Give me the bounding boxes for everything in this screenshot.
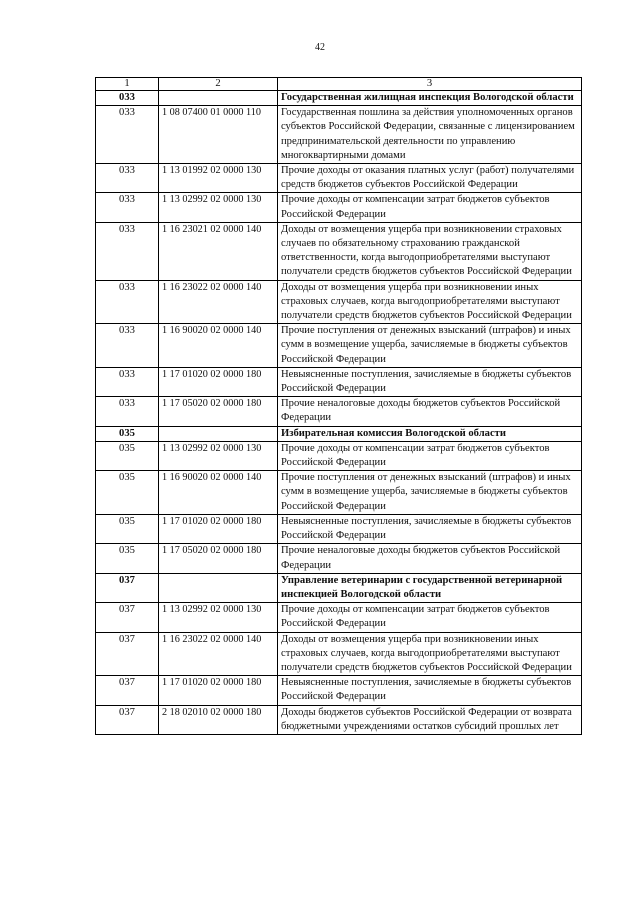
table-body [96,91,582,735]
header-column-1: 1 [96,78,159,91]
org-code-cell: 037 [96,632,159,676]
kbk-code-cell: 1 17 01020 02 0000 180 [159,514,278,543]
org-code-cell: 037 [96,705,159,734]
org-code-cell: 035 [96,426,159,441]
kbk-code-cell: 1 17 01020 02 0000 180 [159,367,278,396]
table-row [96,193,582,222]
section-row [96,426,582,441]
revenue-name-cell: Доходы от возмещения ущерба при возникновении страховых случаев по обязательному страхованию гражданской ответственности, когда выгодоприобретателями выступают получатели средств бюджетов субъектов Российской Федерации [278,222,582,280]
kbk-code-cell: 1 17 05020 02 0000 180 [159,544,278,573]
table-header [96,78,582,91]
revenue-name-cell: Прочие неналоговые доходы бюджетов субъектов Российской Федерации [278,544,582,573]
revenue-name-cell: Прочие доходы от компенсации затрат бюджетов субъектов Российской Федерации [278,193,582,222]
table-row [96,705,582,734]
org-code-cell: 035 [96,441,159,470]
revenue-name-cell: Прочие доходы от компенсации затрат бюджетов субъектов Российской Федерации [278,603,582,632]
revenue-name-cell: Прочие доходы от компенсации затрат бюджетов субъектов Российской Федерации [278,441,582,470]
kbk-code-cell: 1 13 02992 02 0000 130 [159,193,278,222]
kbk-code-cell: 1 16 90020 02 0000 140 [159,324,278,368]
table-row [96,164,582,193]
kbk-code-cell: 1 16 23022 02 0000 140 [159,280,278,324]
org-code-cell: 033 [96,324,159,368]
table-row [96,632,582,676]
org-code-cell: 035 [96,544,159,573]
org-code-cell: 033 [96,222,159,280]
kbk-code-cell: 1 08 07400 01 0000 110 [159,106,278,164]
table-row [96,397,582,426]
org-code-cell: 033 [96,397,159,426]
section-row [96,573,582,602]
revenue-name-cell: Невыясненные поступления, зачисляемые в бюджеты субъектов Российской Федерации [278,514,582,543]
kbk-code-cell [159,426,278,441]
revenue-name-cell: Прочие неналоговые доходы бюджетов субъектов Российской Федерации [278,397,582,426]
org-code-cell: 033 [96,106,159,164]
table-row [96,514,582,543]
administrator-name-cell: Избирательная комиссия Вологодской области [278,426,582,441]
table-row [96,222,582,280]
table-row [96,324,582,368]
org-code-cell: 033 [96,164,159,193]
section-row [96,91,582,106]
kbk-code-cell: 1 16 23021 02 0000 140 [159,222,278,280]
table-row [96,676,582,705]
table-row [96,280,582,324]
revenue-name-cell: Прочие поступления от денежных взысканий (штрафов) и иных сумм в возмещение ущерба, зачисляемые в бюджеты субъектов Российской Федерации [278,471,582,515]
header-column-3: 3 [278,78,582,91]
revenue-name-cell: Невыясненные поступления, зачисляемые в бюджеты субъектов Российской Федерации [278,676,582,705]
table-row [96,367,582,396]
table-row [96,471,582,515]
revenue-name-cell: Невыясненные поступления, зачисляемые в бюджеты субъектов Российской Федерации [278,367,582,396]
org-code-cell: 037 [96,603,159,632]
org-code-cell: 037 [96,573,159,602]
header-row [96,78,582,91]
org-code-cell: 035 [96,514,159,543]
org-code-cell: 037 [96,676,159,705]
revenue-classification-table [95,77,582,735]
kbk-code-cell: 1 17 01020 02 0000 180 [159,676,278,705]
revenue-name-cell: Доходы от возмещения ущерба при возникновении иных страховых случаев, когда выгодоприобретателями выступают получатели средств бюджетов субъектов Российской Федерации [278,280,582,324]
page-number: 42 [315,42,325,53]
kbk-code-cell [159,573,278,602]
administrator-name-cell: Государственная жилищная инспекция Вологодской области [278,91,582,106]
kbk-code-cell: 1 13 02992 02 0000 130 [159,441,278,470]
table-row [96,603,582,632]
kbk-code-cell [159,91,278,106]
revenue-name-cell: Прочие доходы от оказания платных услуг (работ) получателями средств бюджетов субъектов Российской Федерации [278,164,582,193]
org-code-cell: 035 [96,471,159,515]
revenue-name-cell: Доходы от возмещения ущерба при возникновении иных страховых случаев, когда выгодоприобретателями выступают получатели средств бюджетов субъектов Российской Федерации [278,632,582,676]
kbk-code-cell: 1 17 05020 02 0000 180 [159,397,278,426]
table-row [96,441,582,470]
revenue-name-cell: Доходы бюджетов субъектов Российской Федерации от возврата бюджетными учреждениями остатков субсидий прошлых лет [278,705,582,734]
kbk-code-cell: 1 13 01992 02 0000 130 [159,164,278,193]
administrator-name-cell: Управление ветеринарии с государственной ветеринарной инспекцией Вологодской области [278,573,582,602]
org-code-cell: 033 [96,367,159,396]
kbk-code-cell: 1 16 90020 02 0000 140 [159,471,278,515]
revenue-name-cell: Государственная пошлина за действия уполномоченных органов субъектов Российской Федерации, связанные с лицензированием предпринимательской деятельности по управлению многоквартирными домами [278,106,582,164]
org-code-cell: 033 [96,193,159,222]
kbk-code-cell: 1 16 23022 02 0000 140 [159,632,278,676]
header-column-2: 2 [159,78,278,91]
kbk-code-cell: 1 13 02992 02 0000 130 [159,603,278,632]
table-row [96,106,582,164]
org-code-cell: 033 [96,280,159,324]
table-row [96,544,582,573]
kbk-code-cell: 2 18 02010 02 0000 180 [159,705,278,734]
org-code-cell: 033 [96,91,159,106]
revenue-name-cell: Прочие поступления от денежных взысканий (штрафов) и иных сумм в возмещение ущерба, зачисляемые в бюджеты субъектов Российской Федерации [278,324,582,368]
